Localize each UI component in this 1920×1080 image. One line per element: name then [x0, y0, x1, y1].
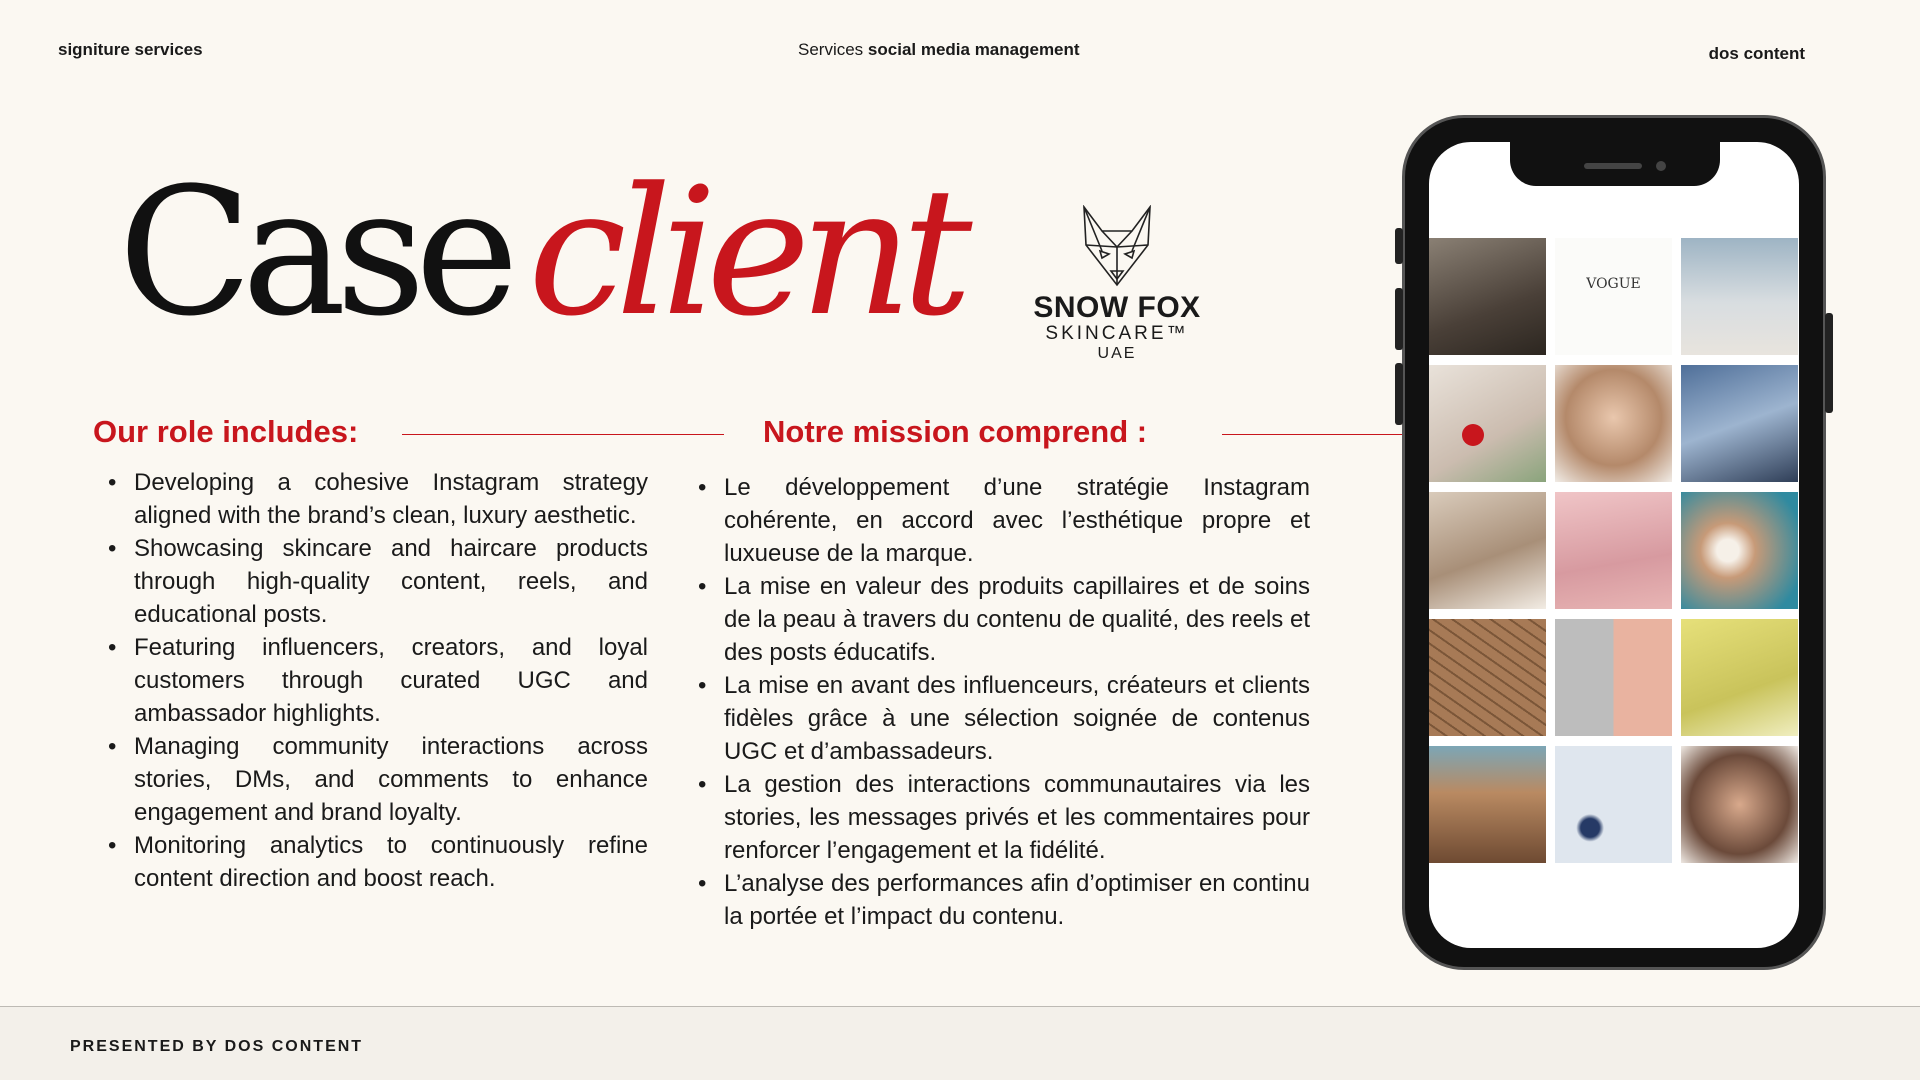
header-center-bold: social media management [867, 40, 1080, 59]
header-left-label: signiture services [58, 40, 203, 59]
hero-title [118, 150, 962, 355]
tile-smiling-woman[interactable] [1555, 365, 1672, 482]
role-item: • Showcasing skincare and haircare products through high-quality content, reels, and educational posts. [108, 532, 648, 631]
phone-speaker [1584, 163, 1642, 169]
header-right-label: dos content [1708, 44, 1805, 63]
role-item: • Featuring influencers, creators, and loyal customers through curated UGC and ambassador highlights. [108, 631, 648, 730]
tile-flower-face[interactable] [1681, 492, 1798, 609]
brand-logo-line1: SNOW FOX [1033, 291, 1201, 324]
role-list [108, 466, 648, 895]
tile-basic-professional[interactable] [1555, 619, 1672, 736]
tile-woman-portrait[interactable] [1681, 746, 1798, 863]
tile-model-white-sea[interactable] [1681, 238, 1798, 355]
tile-hand-serum[interactable] [1429, 365, 1546, 482]
mission-item: • Le développement d’une stratégie Instagram cohérente, en accord avec l’esthétique propre et luxueuse de la marque. [698, 471, 1310, 570]
phone-mockup [1402, 115, 1826, 970]
role-heading-divider [402, 434, 724, 435]
role-item: • Managing community interactions across stories, DMs, and comments to enhance engagement and brand loyalty. [108, 730, 648, 829]
role-item: • Monitoring analytics to continuously refine content direction and boost reach. [108, 829, 648, 895]
footer-presented-by: PRESENTED BY DOS CONTENT [70, 1038, 364, 1055]
role-heading: Our role includes: [93, 414, 359, 449]
mission-item: • La mise en valeur des produits capillaires et de soins de la peau à travers du contenu de qualité, des reels et des posts éducatifs. [698, 570, 1310, 669]
header-center-label [798, 40, 1080, 60]
tile-bottle-sky[interactable] [1681, 365, 1798, 482]
mission-item: • La mise en avant des influenceurs, créateurs et clients fidèles grâce à une sélection soignée de contenus UGC et d’ambassadeurs. [698, 669, 1310, 768]
mission-item: • La gestion des interactions communautaires via les stories, les messages privés et les commentaires pour renforcer l’engagement et la fidélité. [698, 768, 1310, 867]
vogue-label: VOGUE [1586, 276, 1641, 292]
instagram-feed-grid [1429, 238, 1799, 863]
header-center-prefix: Services [798, 40, 864, 59]
tile-hair-back[interactable] [1429, 746, 1546, 863]
phone-volume-up-button [1395, 288, 1403, 350]
footer-bar [0, 1006, 1920, 1080]
mission-list [698, 471, 1310, 933]
brand-logo-line2: SKINCARE™ [1045, 323, 1189, 344]
tile-blueberries[interactable] [1555, 746, 1672, 863]
hero-word-case: Case [118, 150, 509, 355]
role-item: • Developing a cohesive Instagram strategy aligned with the brand’s clean, luxury aesthetic. [108, 466, 648, 532]
phone-volume-down-button [1395, 363, 1403, 425]
tile-blueberry-oil[interactable] [1681, 619, 1798, 736]
phone-side-button [1395, 228, 1403, 264]
brand-logo [1022, 205, 1212, 363]
tile-vogue-quote[interactable] [1555, 238, 1672, 355]
phone-camera [1656, 161, 1666, 171]
tile-mother-child[interactable] [1429, 492, 1546, 609]
tile-pink-products[interactable] [1555, 492, 1672, 609]
tile-model-black-dress[interactable] [1429, 238, 1546, 355]
brand-logo-line3: UAE [1097, 345, 1137, 362]
tile-cracked-earth[interactable] [1429, 619, 1546, 736]
phone-screen [1429, 142, 1799, 948]
mission-item: • L’analyse des performances afin d’optimiser en continu la portée et l’impact du contenu. [698, 867, 1310, 933]
fox-head-icon [1078, 205, 1156, 287]
hero-word-client: client [528, 150, 962, 355]
phone-notch [1510, 142, 1720, 186]
mission-heading: Notre mission comprend : [763, 414, 1148, 449]
connector-dot [1462, 424, 1484, 446]
phone-power-button [1825, 313, 1833, 413]
